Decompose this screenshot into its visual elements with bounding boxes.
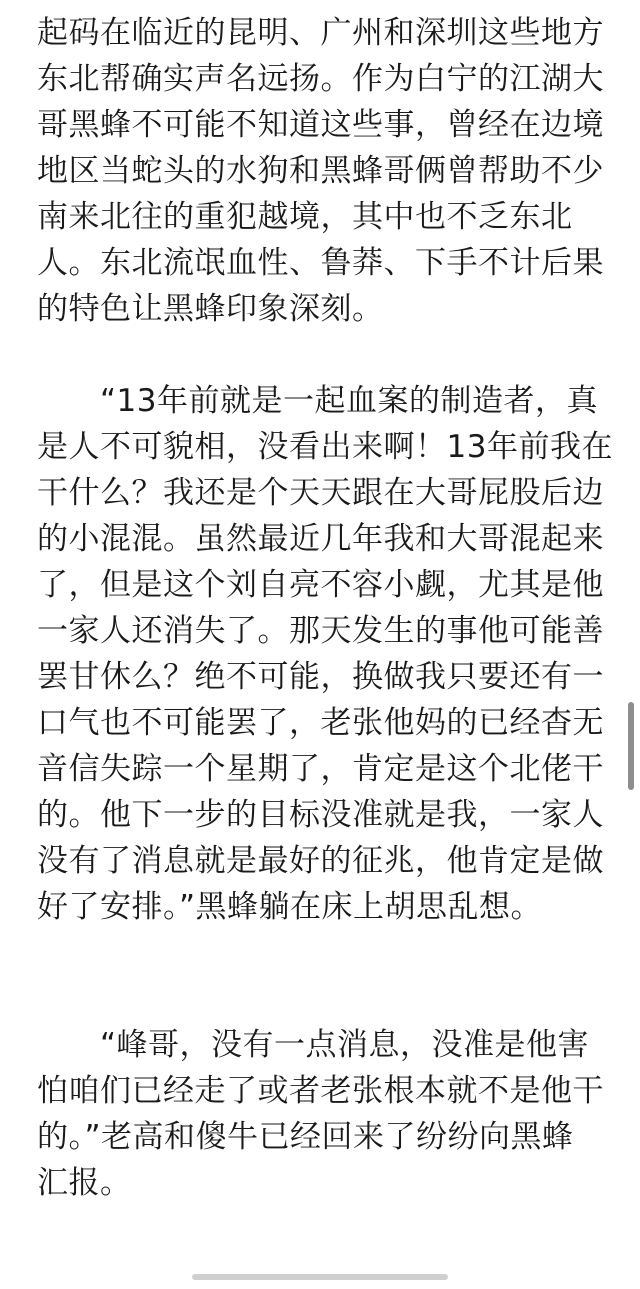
text-line: 好了安排。”黑蜂躺在床上胡思乱想。: [37, 889, 543, 925]
paragraph-3: [37, 1022, 603, 1206]
text-line: 是人不可貌相，没看出来啊！13年前我在: [37, 429, 613, 465]
text-line: 干什么？我还是个天天跟在大哥屁股后边: [37, 475, 604, 511]
vertical-scrollbar[interactable]: [628, 702, 634, 790]
text-line: “13年前就是一起血案的制造者，真: [37, 383, 599, 419]
paragraph-spacer: [37, 976, 603, 1022]
text-line: 怕咱们已经走了或者老张根本就不是他干: [37, 1073, 604, 1109]
text-line: 的小混混。虽然最近几年我和大哥混起来: [37, 521, 604, 557]
text-line: 哥黑蜂不可能不知道这些事，曾经在边境: [37, 107, 604, 143]
text-line: 的。他下一步的目标没准就是我，一家人: [37, 797, 604, 833]
text-line: 南来北往的重犯越境，其中也不乏东北: [37, 199, 573, 235]
text-line: 罢甘休么？绝不可能，换做我只要还有一: [37, 659, 604, 695]
text-line: 人。东北流氓血性、鲁莽、下手不计后果: [37, 245, 604, 281]
text-line: 地区当蛇头的水狗和黑蜂哥俩曾帮助不少: [37, 153, 604, 189]
text-line: “峰哥，没有一点消息，没准是他害: [37, 1027, 590, 1063]
text-line: 了，但是这个刘自亮不容小觑，尤其是他: [37, 567, 604, 603]
text-line: 起码在临近的昆明、广州和深圳这些地方: [37, 15, 604, 51]
text-line: 没有了消息就是最好的征兆，他肯定是做: [37, 843, 604, 879]
paragraph-spacer: [37, 332, 603, 378]
text-line: 汇报。: [37, 1165, 132, 1201]
paragraph-2: [37, 378, 613, 976]
text-line: 的特色让黑蜂印象深刻。: [37, 291, 384, 327]
text-line: 一家人还消失了。那天发生的事他可能善: [37, 613, 604, 649]
text-line: 东北帮确实声名远扬。作为白宁的江湖大: [37, 61, 604, 97]
text-line: 口气也不可能罢了，老张他妈的已经杳无: [37, 705, 604, 741]
text-line: 的。”老高和傻牛已经回来了纷纷向黑蜂: [37, 1119, 574, 1155]
article-body: [37, 10, 613, 1206]
text-line: 音信失踪一个星期了，肯定是这个北佬干: [37, 751, 604, 787]
paragraph-1: [37, 10, 603, 332]
text-line: [37, 930, 603, 976]
home-indicator-bar[interactable]: [192, 1274, 448, 1280]
